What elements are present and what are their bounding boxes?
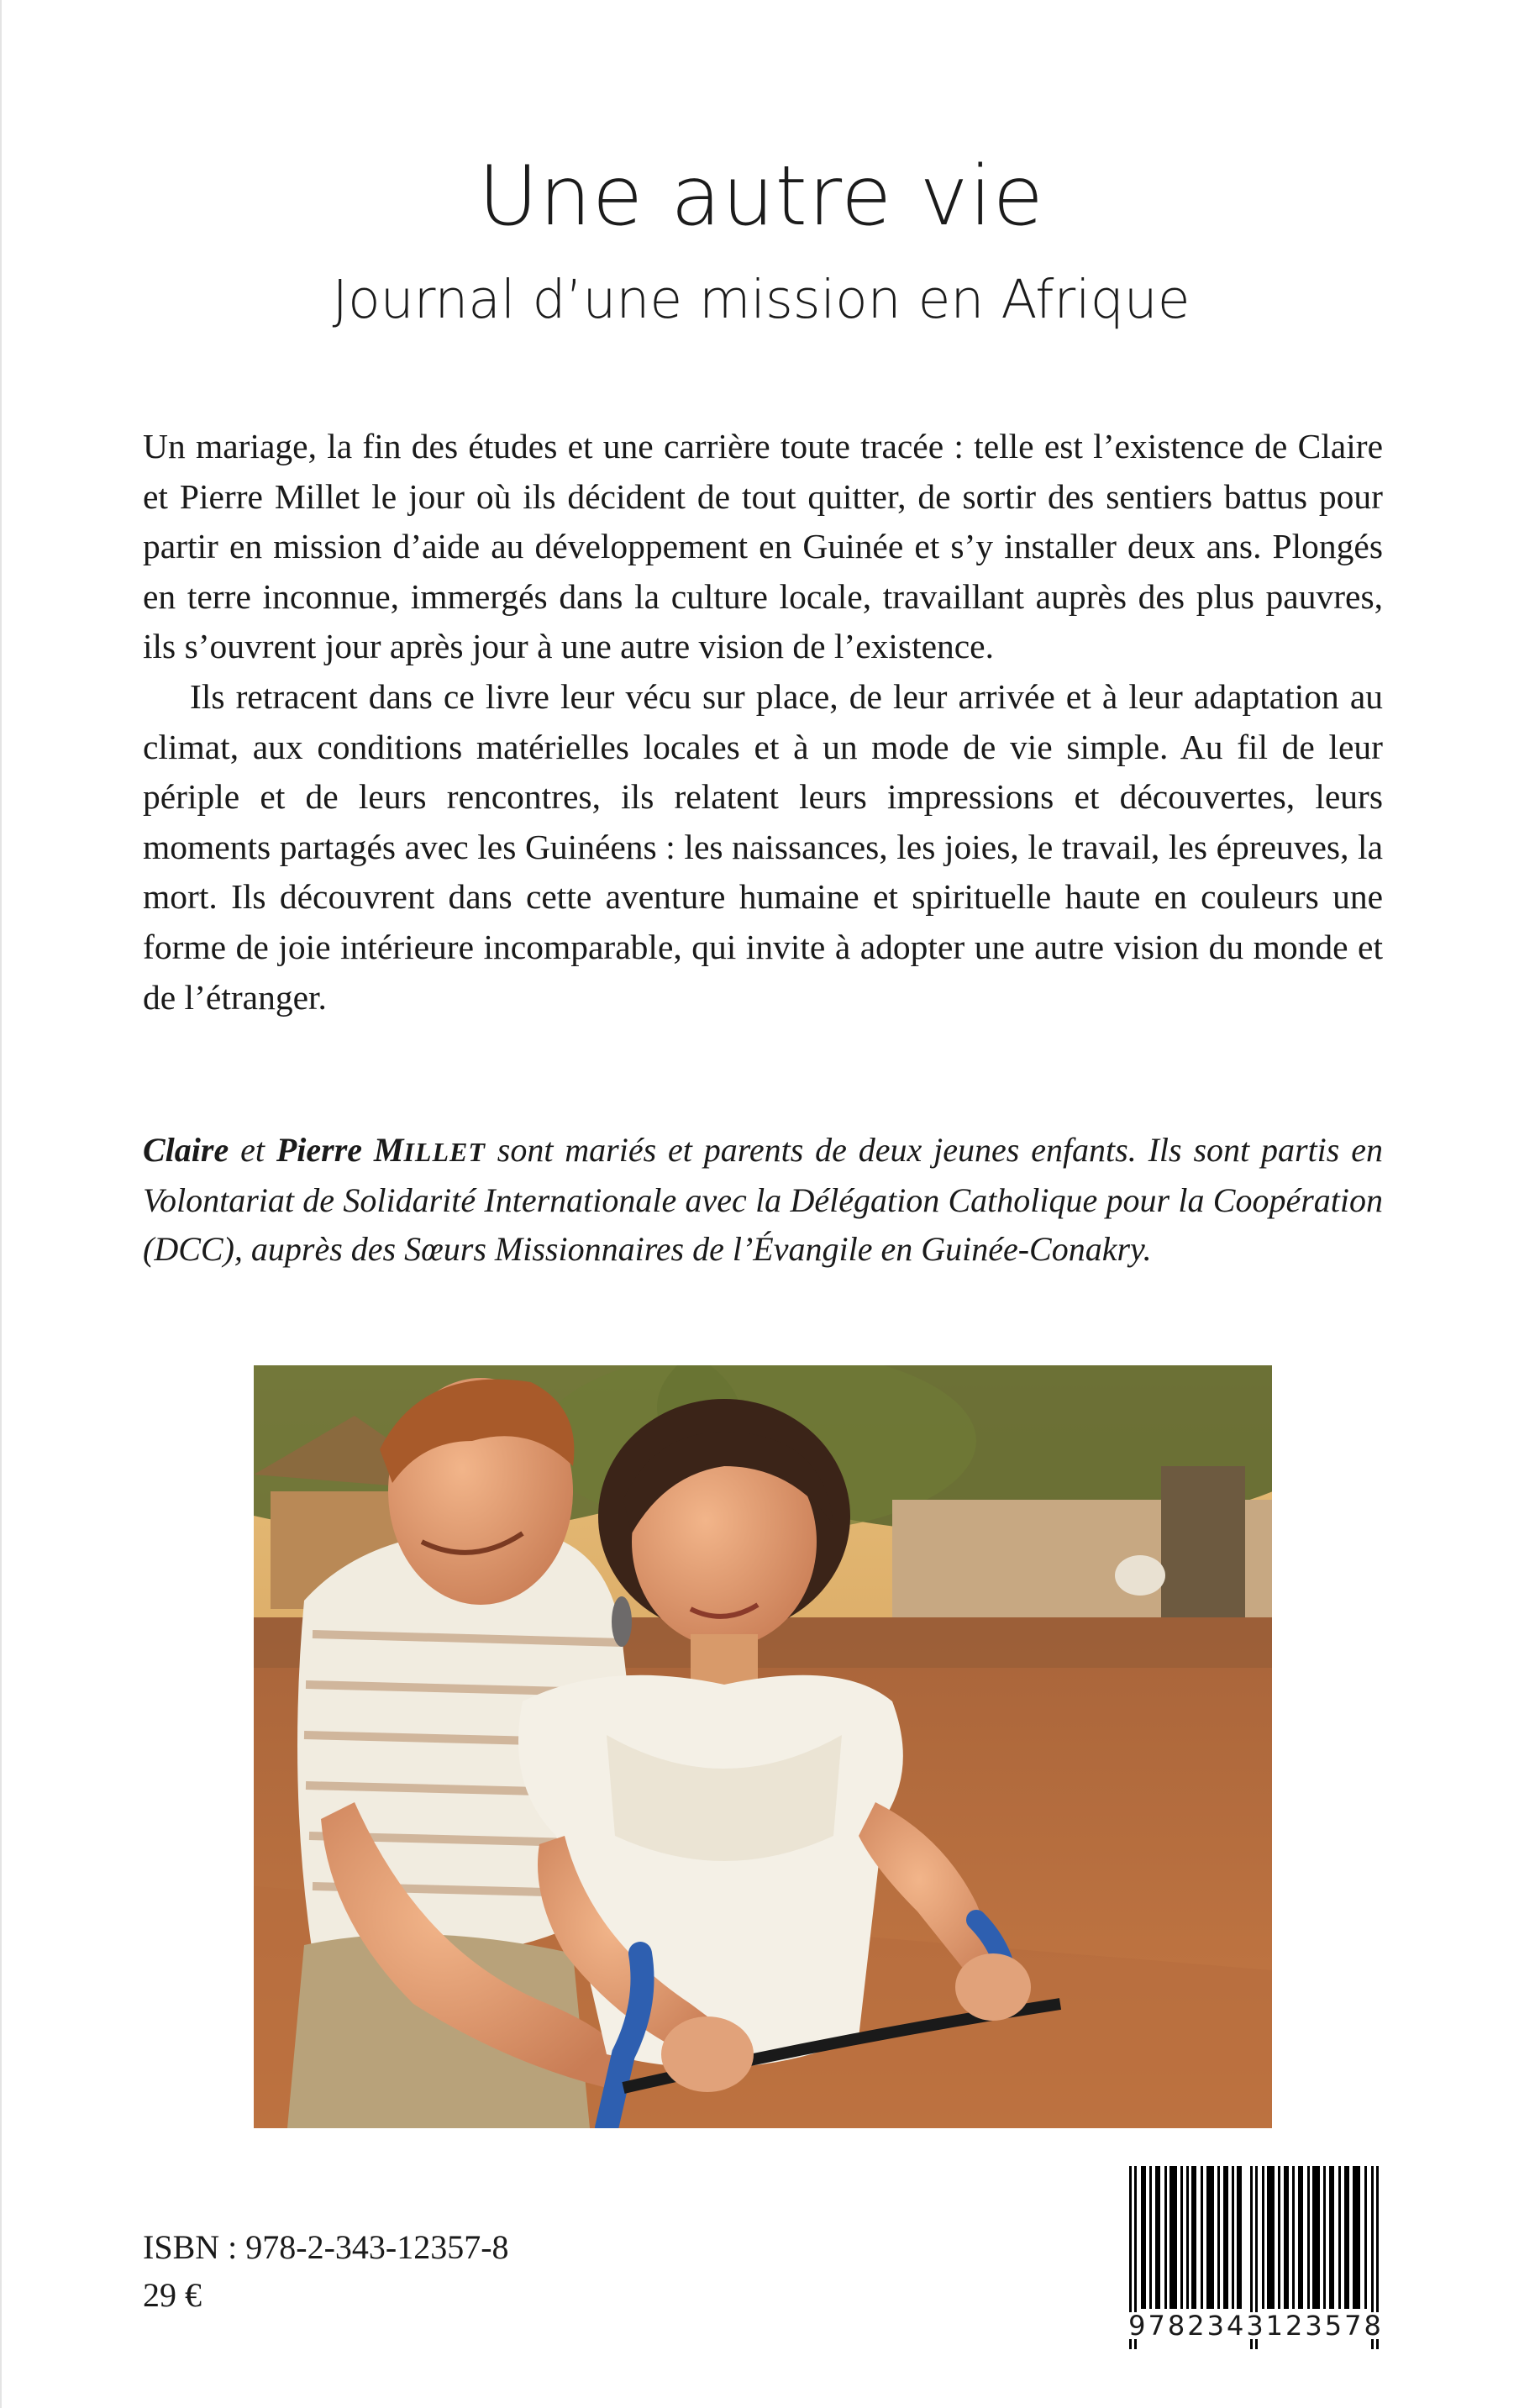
- author-name-claire: Claire: [143, 1131, 229, 1169]
- price-label: 29 €: [143, 2276, 202, 2314]
- book-title: Une autre vie: [478, 149, 1044, 244]
- blurb-paragraph: Ils retracent dans ce livre leur vécu sur place, de leur arrivée et à leur adaptation au climat, aux conditions matérielles locales et à un mode de vie simple. Au fil de leur périple et de leurs rencontres, ils relatent leurs impressions et découvertes, leurs moments partagés avec les Guinéens : les naissances, les joies, le travail, les épreuves, la mort. Ils découvrent dans cette aventure humaine et spirituelle haute en couleurs une forme de joie intérieure incomparable, qui invite à adopter une autre vision du monde et de l’étranger.: [143, 676, 1383, 1017]
- author-bio: [143, 1126, 1383, 1274]
- blurb-paragraph: Un mariage, la fin des études et une carrière toute tracée : telle est l’existence de Claire et Pierre Millet le jour où ils décident de tout quitter, de sortir des sentiers battus pour partir en mission d’aide au développement en Guinée et s’y installer deux ans. Plongés en terre inconnue, immergés dans la culture locale, travaillant auprès des plus pauvres, ils s’ouvrent jour après jour à une autre vision de l’existence.: [143, 427, 1383, 666]
- author-surname-smallcaps: ILLET: [403, 1137, 486, 1167]
- author-name-pierre: Pierre M: [276, 1131, 404, 1169]
- author-conjunction: et: [229, 1131, 276, 1169]
- isbn-label: ISBN : 978-2-343-12357-8: [143, 2228, 509, 2266]
- author-bio-text: sont mariés et parents de deux jeunes enfants. Ils sont partis en Volontariat de Solidarité Internationale avec la Délégation Catholique pour la Coopération (DCC), auprès des Sœurs Missionnaires de l’Évangile en Guinée-Conakry.: [143, 1131, 1383, 1268]
- book-subtitle: Journal d’une mission en Afrique: [332, 269, 1190, 330]
- cover-photo: [254, 1365, 1272, 2128]
- barcode-number: 9782343123578: [1109, 2312, 1403, 2339]
- book-blurb: [143, 422, 1383, 1023]
